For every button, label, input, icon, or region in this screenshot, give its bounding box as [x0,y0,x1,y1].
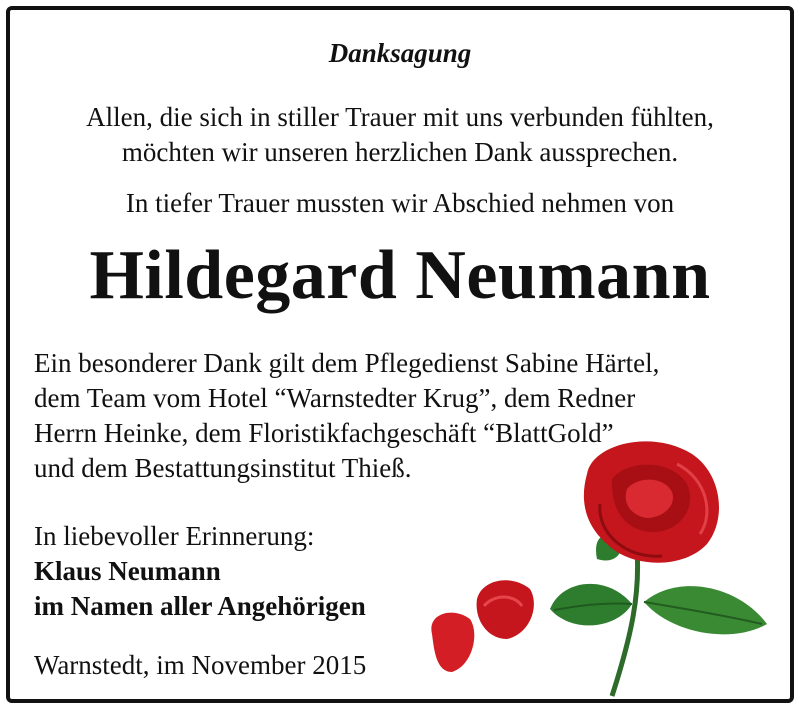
memory-block [34,519,366,624]
intro-line: möchten wir unseren herzlichen Dank aussprechen. [121,137,679,167]
intro-line: Allen, die sich in stiller Trauer mit uns verbunden fühlten, [86,102,714,132]
obituary-card [6,6,794,703]
red-rose-icon [422,434,792,699]
signer-name: Klaus Neumann [34,556,221,586]
farewell-text: In tiefer Trauer mussten wir Abschied nehmen von [125,188,675,218]
thanks-line: und dem Bestattungsinstitut Thieß. [34,453,412,483]
thanks-line: dem Team vom Hotel “Warnstedter Krug”, dem Redner [34,383,636,413]
deceased-name: Hildegard Neumann [89,237,711,314]
signer-note: im Namen aller Angehörigen [34,591,366,621]
thanks-line: Ein besonderer Dank gilt dem Pflegedienst Sabine Härtel, [34,348,660,378]
heading: Danksagung [328,38,472,68]
intro-text [10,100,790,170]
rose-petal-icon [431,580,534,672]
memory-label: In liebevoller Erinnerung: [34,521,315,551]
place-date: Warnstedt, im November 2015 [34,650,367,680]
thanks-line: Herrn Heinke, dem Floristikfachgeschäft “BlattGold” [34,418,614,448]
